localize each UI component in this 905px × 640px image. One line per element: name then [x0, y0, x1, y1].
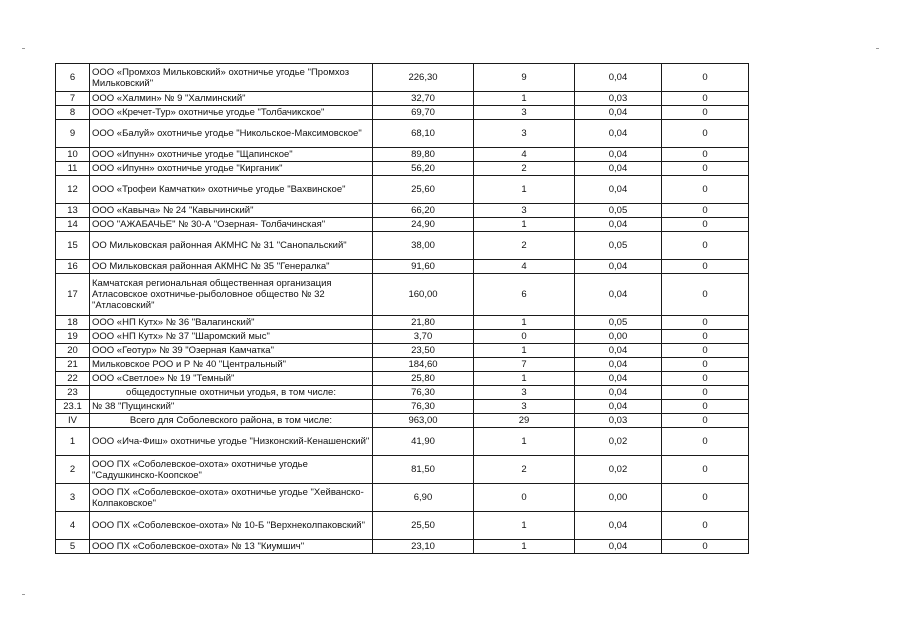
rate-cell: 0,00	[575, 484, 662, 512]
organization-name-cell: ООО «Трофеи Камчатки» охотничье угодье "Вахвинское"	[90, 176, 373, 204]
area-cell: 76,30	[373, 386, 474, 400]
organization-name-cell: Мильковское РОО и Р № 40 "Центральный"	[90, 358, 373, 372]
area-cell: 226,30	[373, 64, 474, 92]
count-cell: 29	[474, 414, 575, 428]
value-cell: 0	[662, 386, 749, 400]
table-row	[56, 176, 749, 204]
table-row	[56, 484, 749, 512]
area-cell: 184,60	[373, 358, 474, 372]
row-number-cell: 17	[56, 274, 90, 316]
value-cell: 0	[662, 162, 749, 176]
area-cell: 23,50	[373, 344, 474, 358]
row-number-cell: 11	[56, 162, 90, 176]
scan-mark	[22, 48, 25, 49]
count-cell: 1	[474, 92, 575, 106]
rate-cell: 0,04	[575, 372, 662, 386]
table-row	[56, 540, 749, 554]
rate-cell: 0,04	[575, 400, 662, 414]
organization-name-cell: ООО «Ича-Фиш» охотничье угодье "Низконский-Кенашенский"	[90, 428, 373, 456]
organization-name-cell: ООО «Светлое» № 19 "Темный"	[90, 372, 373, 386]
value-cell: 0	[662, 372, 749, 386]
row-number-cell: 12	[56, 176, 90, 204]
row-number-cell: 8	[56, 106, 90, 120]
count-cell: 1	[474, 372, 575, 386]
rate-cell: 0,04	[575, 512, 662, 540]
table-row	[56, 358, 749, 372]
document-page	[55, 63, 749, 554]
table-body	[56, 64, 749, 554]
value-cell: 0	[662, 218, 749, 232]
organization-name-cell: ООО "АЖАБАЧЬЕ" № 30-А "Озерная- Толбачинская"	[90, 218, 373, 232]
value-cell: 0	[662, 316, 749, 330]
row-number-cell: 18	[56, 316, 90, 330]
count-cell: 2	[474, 162, 575, 176]
count-cell: 2	[474, 232, 575, 260]
area-cell: 25,50	[373, 512, 474, 540]
count-cell: 1	[474, 428, 575, 456]
table-row	[56, 64, 749, 92]
row-number-cell: 23	[56, 386, 90, 400]
row-number-cell: 7	[56, 92, 90, 106]
count-cell: 0	[474, 484, 575, 512]
organization-name-cell: ООО «Ипунн» охотничье угодье "Кирганик"	[90, 162, 373, 176]
rate-cell: 0,00	[575, 330, 662, 344]
area-cell: 41,90	[373, 428, 474, 456]
value-cell: 0	[662, 414, 749, 428]
area-cell: 91,60	[373, 260, 474, 274]
area-cell: 69,70	[373, 106, 474, 120]
table-row	[56, 330, 749, 344]
table-row	[56, 400, 749, 414]
count-cell: 2	[474, 456, 575, 484]
rate-cell: 0,05	[575, 232, 662, 260]
row-number-cell: 15	[56, 232, 90, 260]
count-cell: 3	[474, 106, 575, 120]
count-cell: 1	[474, 344, 575, 358]
table-row	[56, 386, 749, 400]
row-number-cell: 5	[56, 540, 90, 554]
count-cell: 1	[474, 540, 575, 554]
value-cell: 0	[662, 176, 749, 204]
row-number-cell: IV	[56, 414, 90, 428]
area-cell: 56,20	[373, 162, 474, 176]
area-cell: 24,90	[373, 218, 474, 232]
hunting-grounds-table	[55, 63, 749, 554]
row-number-cell: 21	[56, 358, 90, 372]
row-number-cell: 23.1	[56, 400, 90, 414]
rate-cell: 0,04	[575, 176, 662, 204]
count-cell: 1	[474, 316, 575, 330]
table-row	[56, 316, 749, 330]
organization-name-cell: № 38 "Пущинский"	[90, 400, 373, 414]
organization-name-cell: Всего для Соболевского района, в том числе:	[90, 414, 373, 428]
row-number-cell: 2	[56, 456, 90, 484]
value-cell: 0	[662, 484, 749, 512]
table-row	[56, 512, 749, 540]
table-row	[56, 218, 749, 232]
area-cell: 3,70	[373, 330, 474, 344]
row-number-cell: 13	[56, 204, 90, 218]
area-cell: 25,80	[373, 372, 474, 386]
count-cell: 3	[474, 386, 575, 400]
value-cell: 0	[662, 456, 749, 484]
area-cell: 160,00	[373, 274, 474, 316]
table-row	[56, 274, 749, 316]
value-cell: 0	[662, 92, 749, 106]
organization-name-cell: ОО Мильковская районная АКМНС № 31 "Санопальский"	[90, 232, 373, 260]
table-row	[56, 92, 749, 106]
rate-cell: 0,04	[575, 274, 662, 316]
organization-name-cell: ООО «Кавыча» № 24 "Кавычинский"	[90, 204, 373, 218]
area-cell: 23,10	[373, 540, 474, 554]
area-cell: 25,60	[373, 176, 474, 204]
rate-cell: 0,04	[575, 148, 662, 162]
rate-cell: 0,03	[575, 414, 662, 428]
value-cell: 0	[662, 274, 749, 316]
area-cell: 81,50	[373, 456, 474, 484]
count-cell: 1	[474, 512, 575, 540]
row-number-cell: 9	[56, 120, 90, 148]
count-cell: 6	[474, 274, 575, 316]
count-cell: 1	[474, 218, 575, 232]
table-row	[56, 260, 749, 274]
value-cell: 0	[662, 358, 749, 372]
rate-cell: 0,04	[575, 120, 662, 148]
value-cell: 0	[662, 106, 749, 120]
count-cell: 4	[474, 260, 575, 274]
organization-name-cell: ООО «Кречет-Тур» охотничье угодье "Толбачикское"	[90, 106, 373, 120]
rate-cell: 0,02	[575, 428, 662, 456]
row-number-cell: 10	[56, 148, 90, 162]
area-cell: 6,90	[373, 484, 474, 512]
count-cell: 3	[474, 120, 575, 148]
count-cell: 1	[474, 176, 575, 204]
organization-name-cell: общедоступные охотничьи угодья, в том числе:	[90, 386, 373, 400]
row-number-cell: 6	[56, 64, 90, 92]
rate-cell: 0,05	[575, 204, 662, 218]
rate-cell: 0,04	[575, 540, 662, 554]
value-cell: 0	[662, 204, 749, 218]
table-row	[56, 106, 749, 120]
table-row	[56, 456, 749, 484]
row-number-cell: 19	[56, 330, 90, 344]
organization-name-cell: ООО «Геотур» № 39 "Озерная Камчатка"	[90, 344, 373, 358]
value-cell: 0	[662, 400, 749, 414]
area-cell: 76,30	[373, 400, 474, 414]
count-cell: 3	[474, 204, 575, 218]
organization-name-cell: ООО ПХ «Соболевское-охота» № 10-Б "Верхнеколпаковский"	[90, 512, 373, 540]
rate-cell: 0,04	[575, 106, 662, 120]
rate-cell: 0,04	[575, 218, 662, 232]
count-cell: 4	[474, 148, 575, 162]
organization-name-cell: ООО «Ипунн» охотничье угодье "Щапинское"	[90, 148, 373, 162]
organization-name-cell: ООО «Промхоз Мильковский» охотничье угодье "Промхоз Мильковский"	[90, 64, 373, 92]
value-cell: 0	[662, 64, 749, 92]
scan-mark	[876, 48, 879, 49]
organization-name-cell: ООО ПХ «Соболевское-охота» № 13 "Киумшич"	[90, 540, 373, 554]
row-number-cell: 14	[56, 218, 90, 232]
table-row	[56, 204, 749, 218]
value-cell: 0	[662, 260, 749, 274]
rate-cell: 0,04	[575, 344, 662, 358]
area-cell: 21,80	[373, 316, 474, 330]
table-row	[56, 120, 749, 148]
rate-cell: 0,04	[575, 358, 662, 372]
value-cell: 0	[662, 428, 749, 456]
table-row	[56, 232, 749, 260]
rate-cell: 0,03	[575, 92, 662, 106]
area-cell: 89,80	[373, 148, 474, 162]
value-cell: 0	[662, 232, 749, 260]
row-number-cell: 1	[56, 428, 90, 456]
count-cell: 0	[474, 330, 575, 344]
value-cell: 0	[662, 344, 749, 358]
value-cell: 0	[662, 330, 749, 344]
organization-name-cell: ООО ПХ «Соболевское-охота» охотничье угодье "Хейванско-Колпаковское"	[90, 484, 373, 512]
organization-name-cell: ООО «НП Кутх» № 37 "Шаромский мыс"	[90, 330, 373, 344]
organization-name-cell: ООО «Балуй» охотничье угодье "Никольское-Максимовское"	[90, 120, 373, 148]
row-number-cell: 4	[56, 512, 90, 540]
row-number-cell: 20	[56, 344, 90, 358]
table-row	[56, 414, 749, 428]
rate-cell: 0,02	[575, 456, 662, 484]
organization-name-cell: ООО «Халмин» № 9 "Халминский"	[90, 92, 373, 106]
rate-cell: 0,04	[575, 260, 662, 274]
organization-name-cell: ООО «НП Кутх» № 36 "Валагинский"	[90, 316, 373, 330]
rate-cell: 0,04	[575, 64, 662, 92]
count-cell: 3	[474, 400, 575, 414]
scan-mark	[22, 594, 25, 595]
rate-cell: 0,04	[575, 162, 662, 176]
rate-cell: 0,04	[575, 386, 662, 400]
value-cell: 0	[662, 120, 749, 148]
row-number-cell: 22	[56, 372, 90, 386]
count-cell: 7	[474, 358, 575, 372]
organization-name-cell: ООО ПХ «Соболевское-охота» охотничье угодье "Садушкинско-Коопское"	[90, 456, 373, 484]
table-row	[56, 162, 749, 176]
table-row	[56, 428, 749, 456]
area-cell: 68,10	[373, 120, 474, 148]
organization-name-cell: Камчатская региональная общественная организация Атласовское охотничье-рыболовное общество № 32 "Атласовский"	[90, 274, 373, 316]
area-cell: 38,00	[373, 232, 474, 260]
row-number-cell: 3	[56, 484, 90, 512]
value-cell: 0	[662, 540, 749, 554]
row-number-cell: 16	[56, 260, 90, 274]
organization-name-cell: ОО Мильковская районная АКМНС № 35 "Генералка"	[90, 260, 373, 274]
area-cell: 66,20	[373, 204, 474, 218]
rate-cell: 0,05	[575, 316, 662, 330]
table-row	[56, 344, 749, 358]
value-cell: 0	[662, 512, 749, 540]
table-row	[56, 372, 749, 386]
area-cell: 963,00	[373, 414, 474, 428]
table-row	[56, 148, 749, 162]
area-cell: 32,70	[373, 92, 474, 106]
count-cell: 9	[474, 64, 575, 92]
value-cell: 0	[662, 148, 749, 162]
